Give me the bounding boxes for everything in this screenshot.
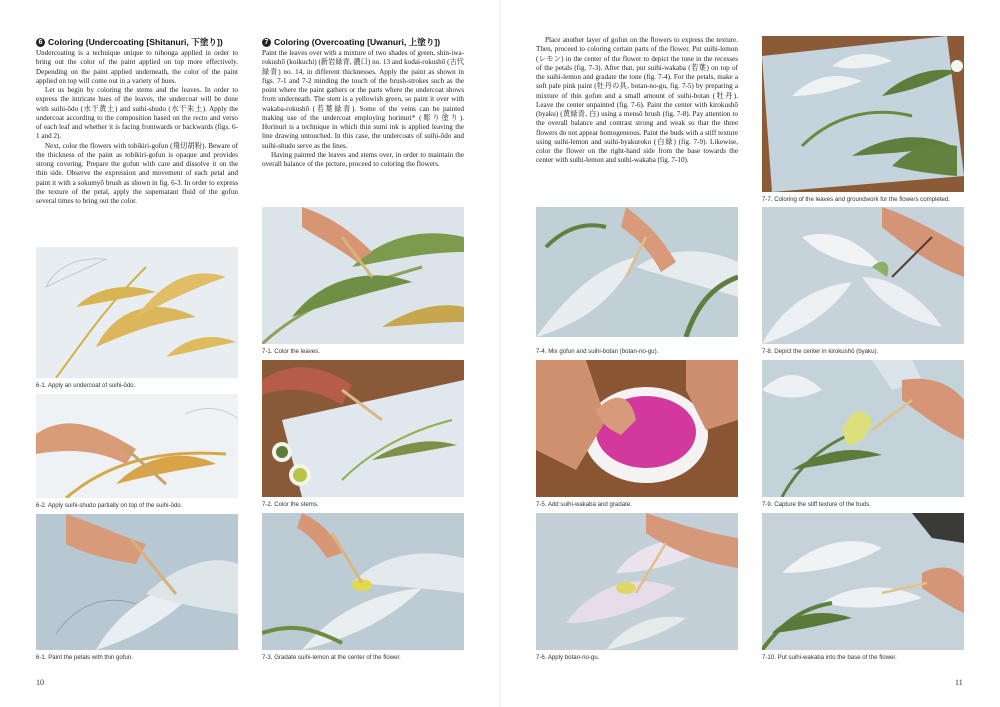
photo-6-3 [36, 514, 238, 650]
photo-7-7 [762, 36, 964, 192]
section-number-badge: 7 [262, 38, 271, 47]
section-6-heading [36, 36, 223, 48]
caption-7-4: 7-4. Mix gofun and suihi-botan (botan-no-gu). [536, 348, 659, 355]
section-number-badge: 6 [36, 38, 45, 47]
caption-6-2: 6-2. Apply suihi-shudo partially on top of the suihi-ōdo. [36, 502, 183, 509]
caption-7-2: 7-2. Color the stems. [262, 501, 319, 508]
caption-7-6: 7-6. Apply botan-no-gu. [536, 654, 600, 661]
section-7-heading [262, 36, 440, 48]
paragraph: Having painted the leaves and stems over, in order to maintain the overall balance of the picture, proceed to coloring the flowers. [262, 150, 464, 168]
caption-6-3: 6-1. Paint the petals with thin gofun. [36, 654, 133, 661]
photo-7-8 [762, 207, 964, 344]
caption-7-1: 7-1. Color the leaves. [262, 348, 320, 355]
caption-7-5: 7-5. Add suihi-wakaba and gradate. [536, 501, 632, 508]
section-title: Coloring (Undercoating [Shitanuri, 下塗り]) [48, 37, 223, 47]
section-title: Coloring (Overcoating [Uwanuri, 上塗り]) [274, 37, 441, 47]
photo-7-5 [536, 360, 738, 497]
photo-7-3 [262, 513, 464, 650]
section-6-text [36, 49, 238, 206]
caption-7-8: 7-8. Depict the center in kirokushō (byaku). [762, 348, 879, 355]
caption-7-3: 7-3. Gradate suihi-lemon at the center of the flower. [262, 654, 401, 661]
paragraph: Paint the leaves over with a mixture of two shades of green, shin-iwa-rokushō (koikuchi) (新岩緑青, 濃口) no. 13 and kodai-rokushō (古代緑青) no. 14, in different thicknesses. Apply the paint as shown in figs. 7-1 and 7-2 minding the touch of the brush-strokes such as the point where the paint gathers or the parts where the undercoat shows from underneath. The stem is a yellowish green, so paint it over with wakaba-rokushō (若葉緑青). Some of the veins can be painted making use of the undercoat employing horinuri* (彫り塗り). Horinuri is a technique in which thin sumi ink is applied leaving the line drawing untouched. In this case, the undercoats of suihi-ōdo and suihi-shudo serve as the lines. [262, 49, 464, 150]
section-7-text [262, 49, 464, 169]
photo-7-6 [536, 513, 738, 650]
photo-7-2 [262, 360, 464, 497]
photo-7-10 [762, 513, 964, 650]
photo-6-1 [36, 247, 238, 378]
paragraph: Place another layer of gofun on the flowers to express the texture. Then, proceed to coloring certain parts of the flower. Put suihi-lemon (レモン) in the center of the flower to depict the tone in the recesses of the petals (fig. 7-3). After that, put suihi-wakaba (若葉) on top of the suihi-lemon and gradate the tone (fig. 7-4). For the petals, make a soft pale pink paint (牡丹の具, botan-no-gu, fig. 7-5) by preparing a mixture of thin gofun and a small amount of suihi-botan (牡丹). Leave the center unpainted (fig. 7-6). Paint the center with kirokushō (byaku) (黄緑青, 白) using a mensō brush (fig. 7-8). Pay attention to the overall balance and contrast strong and weak so that the three flowers do not appear homogeneous. Paint the buds with a stiff texture using suihi-lemon and suihi-byakuroku (白緑) (fig. 7-9). Likewise, color the flower on the right-hand side from the base towards the center with suihi-lemon and suihi-wakaba (fig. 7-10). [536, 36, 738, 165]
page-number-right: 11 [955, 678, 963, 687]
paragraph: Undercoating is a technique unique to nihonga applied in order to bring out the color of the paint applied on top more effectively. Depending on the paint applied underneath, the color of the paint applied on top will come out in a variety of hues. [36, 49, 238, 85]
photo-7-9 [762, 360, 964, 497]
gutter-divider [499, 0, 501, 707]
section-7-continued-text [536, 36, 738, 166]
photo-7-4 [536, 207, 738, 337]
caption-7-7: 7-7. Coloring of the leaves and groundwork for the flowers completed. [762, 196, 950, 203]
photo-7-1 [262, 207, 464, 344]
caption-7-9: 7-9. Capture the stiff texture of the buds. [762, 501, 871, 508]
paragraph: Let us begin by coloring the stems and the leaves. In order to express the intricate hues of the leaves, the undercoat will be done with suihi-ōdo (水干黄土) and suihi-shudo (水干朱土). Apply the undercoat according to the composition based on the recto and verso of each leaf and whether it is facing frontwards or backwards (figs. 6-1 and 2). [36, 86, 238, 141]
caption-7-10: 7-10. Put suihi-wakaba into the base of the flower. [762, 654, 897, 661]
page-number-left: 10 [36, 678, 44, 687]
paragraph: Next, color the flowers with tobikiri-gofun (飛切胡粉). Beware of the thickness of the paint as tobikiri-gofun is opaque and provides strong covering. Prepare the gofun with care and dissolve it on the thin side. Observe the expression and movement of each petal and paint it with a sokumyō brush as shown in fig. 6-3. In order to express the texture of the petal, apply the supernatant fluid of the gofun several times to bring out the color. [36, 141, 238, 205]
caption-6-1: 6-1. Apply an undercoat of suihi-ōdo. [36, 382, 136, 389]
photo-6-2 [36, 394, 238, 498]
